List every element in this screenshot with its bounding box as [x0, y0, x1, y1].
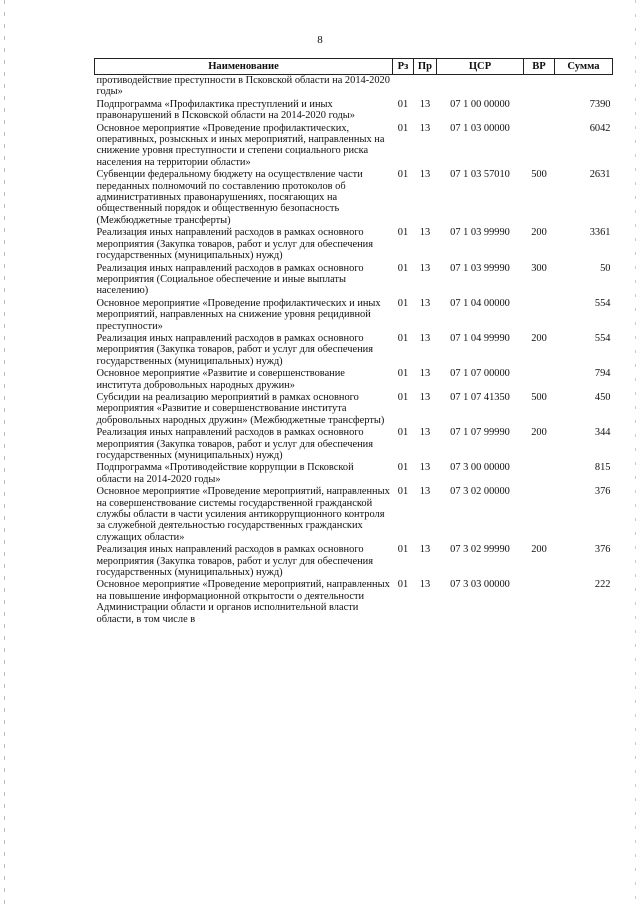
row-name: Основное мероприятие «Проведение профилактических, оперативных, розыскных и иных мероприятий, направленных на снижение уровня преступности и степени социального риска населения на территории области» [96, 122, 385, 168]
table-row [95, 579, 613, 626]
scan-edge-left [4, 0, 5, 905]
table-row [95, 462, 613, 486]
row-csr: 07 1 03 00000 [450, 122, 510, 134]
row-csr: 07 1 07 41350 [450, 391, 510, 403]
table-row [95, 99, 613, 123]
header-name: Наименование [95, 59, 393, 75]
row-pr: 13 [419, 462, 431, 474]
row-pr: 13 [419, 297, 431, 309]
table-row [95, 427, 613, 462]
row-vr: 200 [531, 544, 547, 556]
table-row [95, 169, 613, 227]
table-row [95, 486, 613, 544]
row-pr: 13 [419, 98, 431, 110]
table-body [95, 75, 613, 627]
row-sum: 2631 [589, 169, 611, 181]
table-row [95, 123, 613, 170]
row-csr: 07 3 03 00000 [450, 579, 510, 591]
row-rz: 01 [397, 427, 409, 439]
table-row [95, 368, 613, 392]
header-vr: ВР [524, 59, 555, 75]
row-sum: 344 [594, 427, 611, 439]
row-rz: 01 [397, 98, 409, 110]
row-csr: 07 1 00 00000 [450, 98, 510, 110]
row-csr: 07 3 02 00000 [450, 486, 510, 498]
row-csr: 07 1 07 00000 [450, 368, 510, 380]
row-vr [524, 123, 555, 170]
row-pr: 13 [419, 122, 431, 134]
row-vr: 200 [531, 332, 547, 344]
row-csr: 07 1 04 00000 [450, 297, 510, 309]
row-rz: 01 [397, 297, 409, 309]
row-name: Основное мероприятие «Проведение мероприятий, направленных на совершенствование системы государственной гражданской службы области в части усиления антикоррупционного контроля за служебной деятельностью государственных гражданских служащих области» [96, 486, 390, 543]
header-rz: Рз [393, 59, 414, 75]
row-name: Подпрограмма «Противодействие коррупции в Псковской области на 2014-2020 годы» [96, 462, 354, 485]
table-row [95, 544, 613, 579]
row-rz: 01 [397, 486, 409, 498]
row-sum: 554 [594, 297, 611, 309]
row-sum: 222 [594, 579, 611, 591]
row-vr: 200 [531, 427, 547, 439]
row-csr: 07 1 04 99990 [450, 332, 510, 344]
row-pr: 13 [419, 227, 431, 239]
row-name: Субвенции федеральному бюджету на осуществление части переданных полномочий по составлению протоколов об административных правонарушениях, посягающих на общественный порядок и общественную безопасность (Межбюджетные трансферты) [96, 169, 363, 226]
row-name: Основное мероприятие «Проведение профилактических и иных мероприятий, направленных на снижение уровня рецидивной преступности» [96, 297, 381, 332]
row-pr: 13 [419, 427, 431, 439]
row-vr [524, 75, 555, 99]
row-vr [524, 298, 555, 333]
budget-table [94, 58, 613, 626]
row-pr [414, 75, 437, 99]
row-vr [524, 99, 555, 123]
row-pr: 13 [419, 368, 431, 380]
row-sum [555, 75, 613, 99]
row-pr: 13 [419, 391, 431, 403]
row-name: Субсидии на реализацию мероприятий в рамках основного мероприятия «Развитие и совершенствование института добровольных народных дружин» (Межбюджетные трансферты) [96, 391, 385, 426]
table-row [95, 333, 613, 368]
row-sum: 554 [594, 332, 611, 344]
row-vr [524, 579, 555, 626]
table-row [95, 263, 613, 298]
table-row [95, 227, 613, 262]
row-rz: 01 [397, 391, 409, 403]
row-sum: 7390 [589, 98, 611, 110]
row-rz: 01 [397, 368, 409, 380]
row-pr: 13 [419, 332, 431, 344]
row-sum: 3361 [589, 227, 611, 239]
row-vr: 200 [531, 227, 547, 239]
row-rz: 01 [397, 262, 409, 274]
row-csr [437, 75, 524, 99]
table-row [95, 392, 613, 427]
row-sum: 794 [594, 368, 611, 380]
row-rz: 01 [397, 122, 409, 134]
row-rz [393, 75, 414, 99]
row-name: Реализация иных направлений расходов в рамках основного мероприятия (Социальное обеспечение и иные выплаты населению) [96, 262, 364, 297]
row-csr: 07 3 00 00000 [450, 462, 510, 474]
header-csr: ЦСР [437, 59, 524, 75]
row-name: Реализация иных направлений расходов в рамках основного мероприятия (Закупка товаров, работ и услуг для обеспечения государственных (муниципальных) нужд) [96, 427, 373, 461]
row-csr: 07 1 03 99990 [450, 262, 510, 274]
row-sum: 376 [594, 486, 611, 498]
row-sum: 50 [600, 262, 611, 274]
row-vr [524, 368, 555, 392]
row-name: Основное мероприятие «Проведение мероприятий, направленных на повышение информационной открытости о деятельности Администрации области и органов исполнительной власти области, в том числе в [96, 579, 390, 625]
row-rz: 01 [397, 227, 409, 239]
row-sum: 376 [594, 544, 611, 556]
row-pr: 13 [419, 579, 431, 591]
row-vr: 500 [531, 169, 547, 181]
row-name: Реализация иных направлений расходов в рамках основного мероприятия (Закупка товаров, работ и услуг для обеспечения государственных (муниципальных) нужд) [96, 332, 373, 367]
row-sum: 450 [594, 391, 611, 403]
row-pr: 13 [419, 486, 431, 498]
row-vr: 300 [531, 262, 547, 274]
header-pr: Пр [414, 59, 437, 75]
row-vr [524, 486, 555, 544]
row-name: Реализация иных направлений расходов в рамках основного мероприятия (Закупка товаров, работ и услуг для обеспечения государственных (муниципальных) нужд) [96, 544, 373, 579]
row-rz: 01 [397, 544, 409, 556]
table-header [95, 59, 613, 75]
row-sum: 6042 [589, 122, 611, 134]
header-sum: Сумма [555, 59, 613, 75]
row-sum: 815 [594, 462, 611, 474]
row-pr: 13 [419, 169, 431, 181]
row-rz: 01 [397, 169, 409, 181]
row-csr: 07 1 03 99990 [450, 227, 510, 239]
row-vr: 500 [531, 391, 547, 403]
row-name: Основное мероприятие «Развитие и совершенствование института добровольных народных дружин» [96, 368, 345, 391]
row-pr: 13 [419, 544, 431, 556]
page-number: 8 [317, 34, 323, 46]
table-row [95, 75, 613, 99]
row-rz: 01 [397, 462, 409, 474]
row-name: Подпрограмма «Профилактика преступлений и иных правонарушений в Псковской области на 2014-2020 годы» [96, 98, 355, 122]
row-csr: 07 3 02 99990 [450, 544, 510, 556]
row-vr [524, 462, 555, 486]
scan-edge-right [635, 0, 636, 905]
row-pr: 13 [419, 262, 431, 274]
header-row [95, 59, 613, 75]
row-rz: 01 [397, 332, 409, 344]
row-name: противодействие преступности в Псковской области на 2014-2020 годы» [96, 75, 390, 98]
row-rz: 01 [397, 579, 409, 591]
row-csr: 07 1 03 57010 [450, 169, 510, 181]
row-csr: 07 1 07 99990 [450, 427, 510, 439]
row-name: Реализация иных направлений расходов в рамках основного мероприятия (Закупка товаров, работ и услуг для обеспечения государственных (муниципальных) нужд) [96, 227, 373, 262]
table-row [95, 298, 613, 333]
